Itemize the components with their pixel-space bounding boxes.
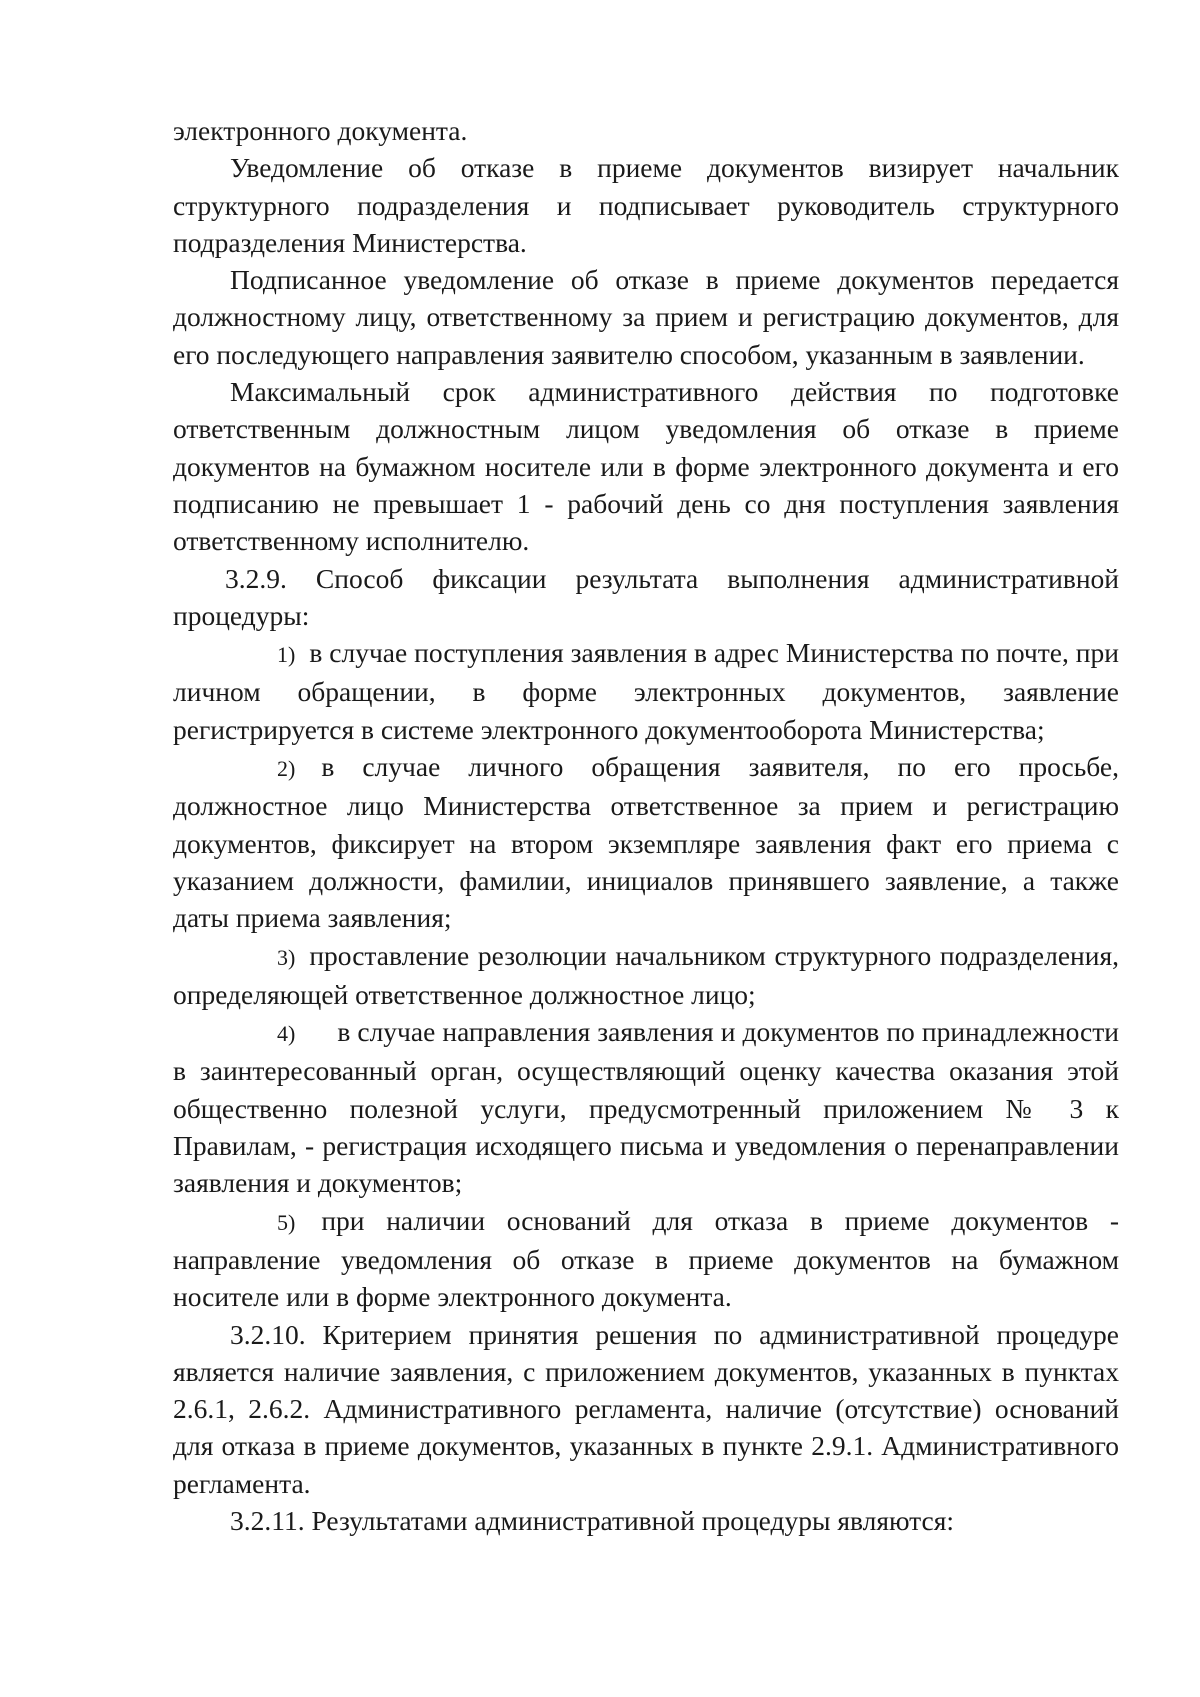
section-3-2-10: 3.2.10. Критерием принятия решения по административной процедуре является наличие заявления, с приложением документов, указанных в пунктах 2.6.1, 2.6.2. Административного регламента, наличие (отсутствие) оснований для отказа в приеме документов, указанных в пункте 2.9.1. Административного регламента.	[173, 1318, 1119, 1499]
list-number: 4)	[277, 1021, 296, 1047]
list-item-4	[173, 1013, 1119, 1201]
list-item-text: проставление резолюции начальником структурного подразделения, определяющей ответственное должностное лицо;	[173, 939, 1119, 1010]
list-number: 5)	[277, 1209, 296, 1235]
list-number: 1)	[277, 642, 296, 668]
list-number: 3)	[277, 944, 296, 970]
list-item-text: в случае направления заявления и документов по принадлежности в заинтересованный орган, осуществляющий оценку качества оказания этой общественно полезной услуги, предусмотренный приложением № 3 к Правилам, - регистрация исходящего письма и уведомления о перенаправлении заявления и документов;	[173, 1016, 1119, 1199]
paragraph-continuation: электронного документа.	[173, 115, 468, 146]
paragraph-notice-transfer: Подписанное уведомление об отказе в приеме документов передается должностному лицу, ответственному за прием и регистрацию документов, для его последующего направления заявителю способом, указанным в заявлении.	[173, 264, 1119, 370]
list-item-text: в случае поступления заявления в адрес Министерства по почте, при личном обращении, в форме электронных документов, заявление регистрируется в системе электронного документооборота Министерства;	[173, 637, 1119, 745]
list-item-text: при наличии оснований для отказа в приеме документов - направление уведомления об отказе в приеме документов на бумажном носителе или в форме электронного документа.	[173, 1204, 1119, 1313]
document-body	[173, 112, 1119, 1539]
list-number: 2)	[277, 756, 296, 782]
section-3-2-9: 3.2.9. Способ фиксации результата выполнения административной процедуры:	[173, 562, 1119, 631]
list-item-5	[173, 1202, 1119, 1316]
paragraph-notice-approval: Уведомление об отказе в приеме документов визирует начальник структурного подразделения и подписывает руководитель структурного подразделения Министерства.	[173, 152, 1119, 258]
paragraph-max-term: Максимальный срок административного действия по подготовке ответственным должностным лицом уведомления об отказе в приеме документов на бумажном носителе или в форме электронного документа и его подписанию не превышает 1 - рабочий день со дня поступления заявления ответственному исполнителю.	[173, 376, 1119, 557]
list-item-2	[173, 748, 1119, 936]
list-item-3	[173, 937, 1119, 1014]
list-item-1	[173, 634, 1119, 748]
section-3-2-11: 3.2.11. Результатами административной процедуры являются:	[230, 1504, 955, 1536]
list-item-text: в случае личного обращения заявителя, по его просьбе, должностное лицо Министерства ответственное за прием и регистрацию документов, фиксирует на втором экземпляре заявления факт его приема с указанием должности, фамилии, инициалов принявшего заявление, а также даты приема заявления;	[173, 751, 1119, 934]
